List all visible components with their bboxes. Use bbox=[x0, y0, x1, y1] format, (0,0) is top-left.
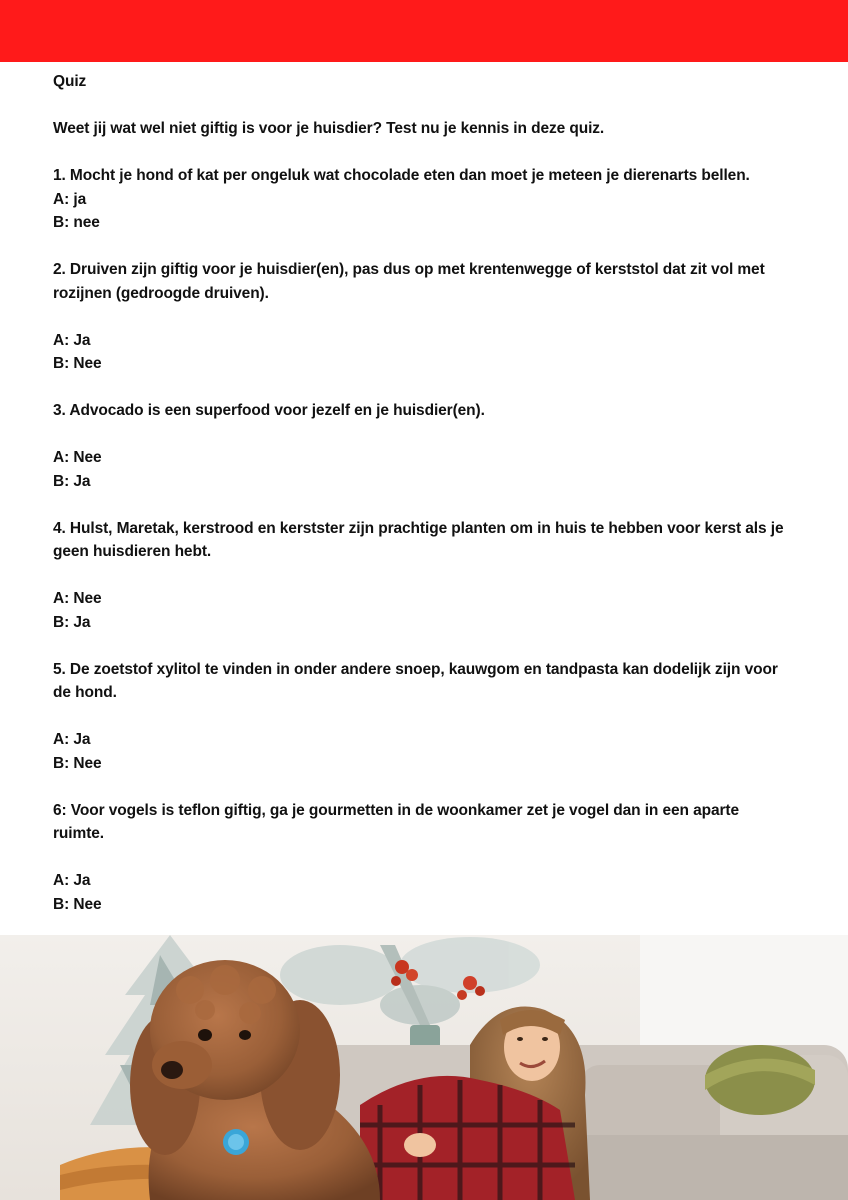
quiz-title: Quiz bbox=[53, 73, 87, 90]
question-4-option-b: B: Ja bbox=[53, 613, 91, 631]
question-5-text-line-2: de hond. bbox=[53, 684, 117, 701]
green-pillow bbox=[705, 1045, 815, 1115]
question-2-option-b: B: Nee bbox=[53, 355, 102, 372]
question-3-option-b: B: Ja bbox=[53, 472, 91, 490]
question-6-option-b: B: Nee bbox=[53, 895, 102, 913]
question-1-option-b: B: nee bbox=[53, 214, 100, 231]
question-4-text-line-1: 4. Hulst, Maretak, kerstrood en kerstster zijn prachtige planten om in huis te hebben voor kerst als je bbox=[53, 519, 784, 537]
question-3-text: 3. Advocado is een superfood voor jezelf en je huisdier(en). bbox=[53, 402, 485, 419]
question-2-text-line-1: 2. Druiven zijn giftig voor je huisdier(en), pas dus op met krentenwegge of kerststol dat zit vol met bbox=[53, 261, 765, 278]
question-6-option-a: A: Ja bbox=[53, 872, 91, 889]
question-6-text-line-1: 6: Voor vogels is teflon giftig, ga je gourmetten in de woonkamer zet je vogel dan in een aparte bbox=[53, 801, 740, 819]
question-3-option-a: A: Nee bbox=[53, 449, 102, 466]
question-1-text: 1. Mocht je hond of kat per ongeluk wat chocolade eten dan moet je meteen je dierenarts bellen. bbox=[53, 167, 750, 184]
question-2-text-line-2: rozijnen (gedroogde druiven). bbox=[53, 284, 269, 302]
question-1-option-a: A: ja bbox=[53, 190, 87, 208]
question-4-text-line-2: geen huisdieren hebt. bbox=[53, 543, 212, 560]
question-5-text-line-1: 5. De zoetstof xylitol te vinden in onder andere snoep, kauwgom en tandpasta kan dodelijk zijn voor bbox=[53, 660, 778, 678]
question-2-option-a: A: Ja bbox=[53, 331, 91, 349]
top-red-banner bbox=[0, 0, 848, 62]
christmas-pet-photo bbox=[0, 935, 848, 1200]
question-6-text-line-2: ruimte. bbox=[53, 825, 104, 842]
question-5-option-b: B: Nee bbox=[53, 754, 102, 772]
question-5-option-a: A: Ja bbox=[53, 731, 91, 748]
question-4-option-a: A: Nee bbox=[53, 590, 102, 607]
quiz-content bbox=[53, 70, 823, 916]
quiz-intro: Weet jij wat wel niet giftig is voor je huisdier? Test nu je kennis in deze quiz. bbox=[53, 120, 605, 137]
